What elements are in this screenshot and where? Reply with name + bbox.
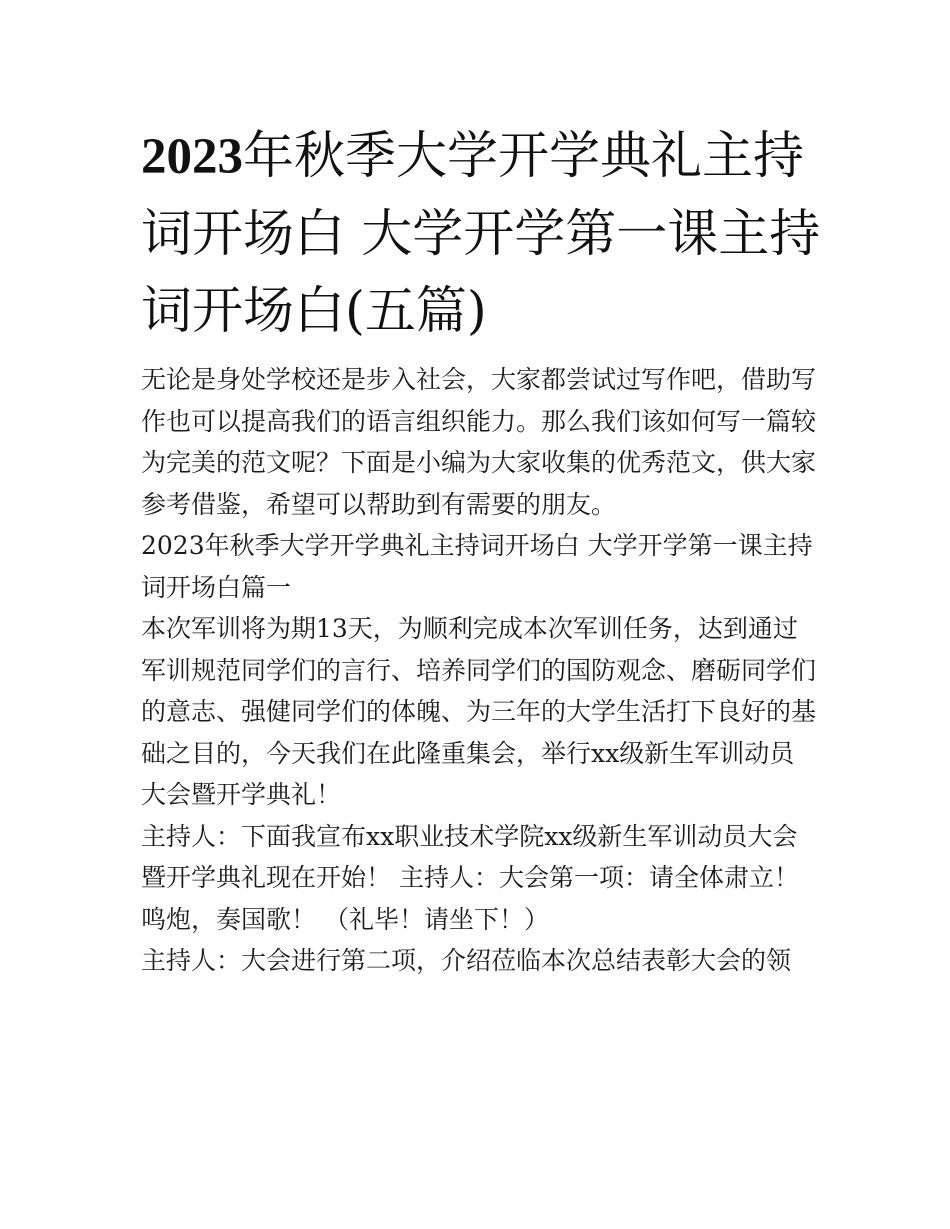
document-body xyxy=(141,359,817,982)
body-paragraph: 主持人：大会进行第二项，介绍莅临本次总结表彰大会的领 xyxy=(141,946,792,975)
body-paragraph: 本次军训将为期13天，为顺利完成本次军训任务，达到通过军训规范同学们的言行、培养同学们的国防观念、磨砺同学们的意志、强健同学们的体魄、为三年的大学生活打下良好的基础之目的，今天我们在此隆重集会，举行xx级新生军训动员大会暨开学典礼！ xyxy=(141,614,817,809)
section-heading: 2023年秋季大学开学典礼主持词开场白 大学开学第一课主持词开场白篇一 xyxy=(141,531,813,602)
intro-paragraph: 无论是身处学校还是步入社会，大家都尝试过写作吧，借助写作也可以提高我们的语言组织能力。那么我们该如何写一篇较为完美的范文呢？下面是小编为大家收集的优秀范文，供大家参考借鉴，希望可以帮助到有需要的朋友。 xyxy=(141,365,817,519)
title-year: 2023 xyxy=(141,129,243,185)
title-text: 年秋季大学开学典礼主持词开场白 大学开学第一课主持词开场白(五篇) xyxy=(141,127,821,341)
document-title xyxy=(141,118,821,350)
body-paragraph: 主持人：下面我宣布xx职业技术学院xx级新生军训动员大会暨开学典礼现在开始！ 主持人：大会第一项：请全体肃立！ 鸣炮，奏国歌！ （礼毕！请坐下！） xyxy=(141,821,799,934)
